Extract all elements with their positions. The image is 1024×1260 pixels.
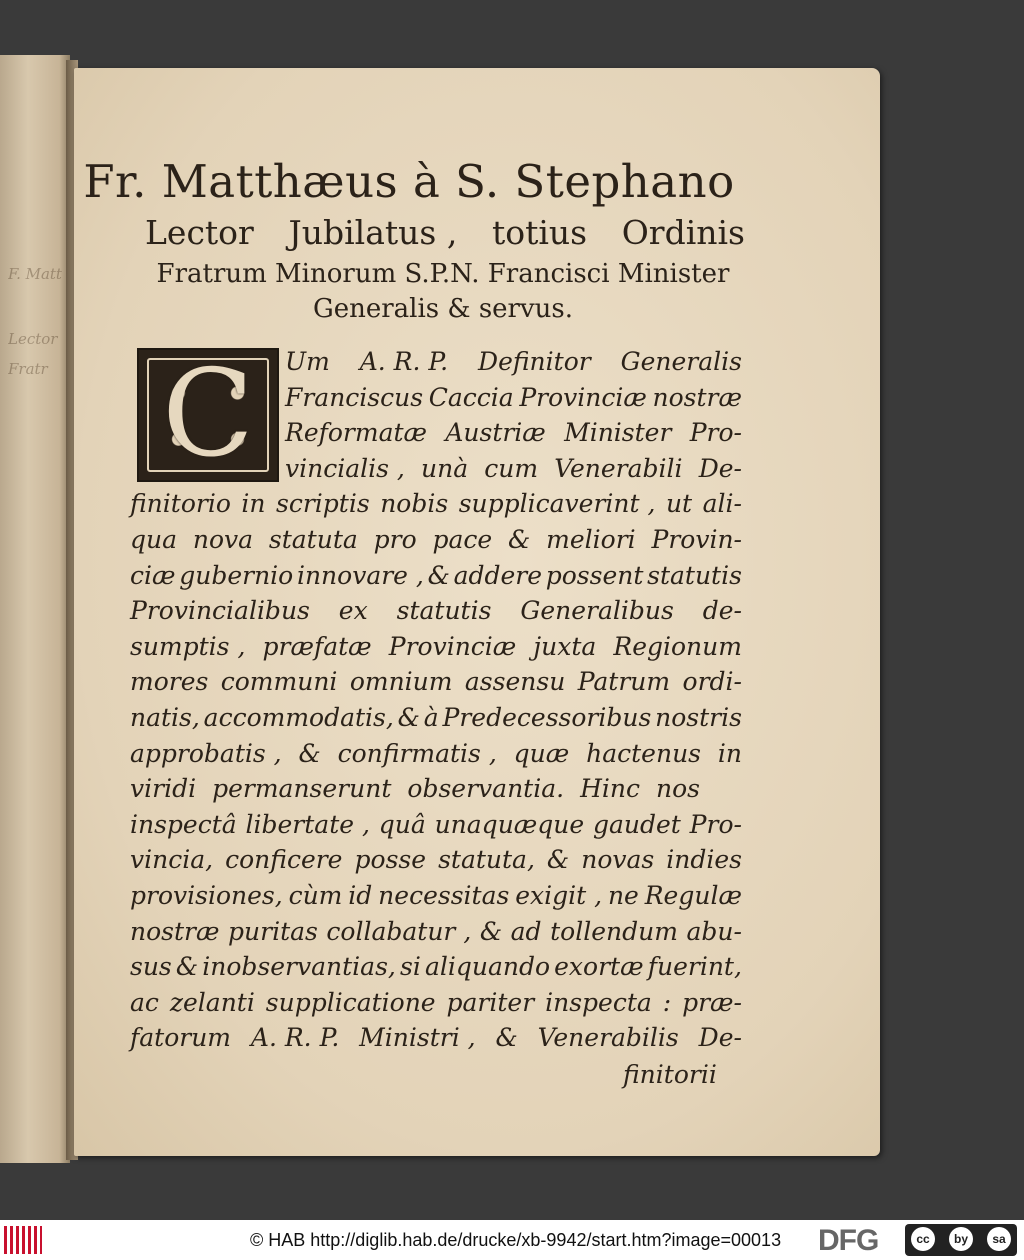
word: hactenus xyxy=(586,739,702,768)
word: ordi- xyxy=(682,667,742,696)
word: & xyxy=(175,952,199,981)
word: Franciscus xyxy=(285,383,424,412)
viewer-footer xyxy=(0,1220,1024,1260)
catchword: finitorii xyxy=(623,1060,717,1089)
word: Provincialibus xyxy=(130,596,310,625)
word: Austriæ xyxy=(445,418,546,447)
word: nos xyxy=(656,774,700,803)
sa-icon: sa xyxy=(987,1227,1011,1251)
word: supplicatione xyxy=(265,988,436,1017)
text-line xyxy=(130,810,742,839)
word: Caccia xyxy=(428,383,514,412)
word: inspectâ xyxy=(130,810,237,839)
cc-icon: cc xyxy=(911,1227,935,1251)
text-line xyxy=(130,703,742,732)
word: Definitor xyxy=(478,347,591,376)
text-line xyxy=(130,739,742,768)
word: collabatur , xyxy=(326,917,472,946)
word: : xyxy=(662,988,672,1017)
word: natis, xyxy=(130,703,200,732)
word: novas xyxy=(581,845,655,874)
word: Minister xyxy=(564,418,672,447)
heading-title-line: Lector Jubilatus , totius Ordinis xyxy=(145,213,745,252)
text-line xyxy=(130,561,742,590)
word: nostræ xyxy=(652,383,742,412)
by-icon: by xyxy=(949,1227,973,1251)
word: Pro- xyxy=(689,418,742,447)
word: Ministri , xyxy=(359,1023,476,1052)
word: quâ xyxy=(378,810,426,839)
heading-office-line: Generalis & servus. xyxy=(312,294,574,324)
text-line xyxy=(130,596,742,625)
word: statutis xyxy=(647,561,742,590)
word: Venerabilis xyxy=(537,1023,679,1052)
word: cum xyxy=(484,454,539,483)
word: omnium xyxy=(349,667,453,696)
word: ad xyxy=(510,917,542,946)
word: tollendum xyxy=(550,917,678,946)
word: cùm xyxy=(288,881,343,910)
text-line xyxy=(285,383,742,412)
text-line xyxy=(130,952,742,981)
word: A. R. P. xyxy=(250,1023,340,1052)
text-line xyxy=(130,632,742,661)
word: Reformatæ xyxy=(285,418,428,447)
word: conficere xyxy=(225,845,343,874)
word: Generalis xyxy=(620,347,742,376)
word: confirmatis , xyxy=(337,739,497,768)
word: A. R. P. xyxy=(359,347,449,376)
word: Provin- xyxy=(651,525,742,554)
word: approbatis , xyxy=(130,739,282,768)
word: communi xyxy=(220,667,338,696)
word: supplicaverint , xyxy=(458,489,656,518)
word: ut xyxy=(665,489,693,518)
word: & xyxy=(546,845,570,874)
word: statutis xyxy=(396,596,492,625)
word: De- xyxy=(698,1023,742,1052)
word: præfatæ xyxy=(262,632,372,661)
word: nostris xyxy=(655,703,742,732)
bleed-text: Fratr xyxy=(8,360,48,378)
word: abu- xyxy=(686,917,742,946)
word: Generalibus xyxy=(520,596,674,625)
license-badge[interactable] xyxy=(905,1224,1017,1256)
word: sumptis , xyxy=(130,632,246,661)
word: addere xyxy=(453,561,543,590)
word: finitorio xyxy=(130,489,231,518)
text-line xyxy=(285,454,742,483)
word: Pro- xyxy=(689,810,742,839)
word: vincia, xyxy=(130,845,214,874)
word: Provinciæ xyxy=(388,632,517,661)
word: necessitas xyxy=(378,881,510,910)
text-line xyxy=(130,988,742,1017)
word: exigit , xyxy=(515,881,603,910)
text-line xyxy=(130,845,742,874)
word: gubernio xyxy=(179,561,294,590)
heading-name: Fr. Matthæus à S. Stephano xyxy=(83,155,735,208)
word: zelanti xyxy=(169,988,255,1017)
word: innovare , xyxy=(296,561,424,590)
word: & xyxy=(397,703,420,732)
word: inspecta xyxy=(545,988,652,1017)
heading-order-line: Fratrum Minorum S.P.N. Francisci Minister xyxy=(156,259,730,289)
word: provisiones, xyxy=(130,881,283,910)
word: in xyxy=(717,739,742,768)
word: & xyxy=(298,739,321,768)
text-line xyxy=(130,489,742,518)
word: Regionum xyxy=(613,632,742,661)
word: Patrum xyxy=(577,667,671,696)
word: & xyxy=(479,917,503,946)
text-line xyxy=(130,667,742,696)
word: Predecessoribus xyxy=(442,703,652,732)
word: Um xyxy=(285,347,330,376)
word: posse xyxy=(354,845,427,874)
word: inobservantias, xyxy=(202,952,396,981)
word: permanserunt xyxy=(212,774,392,803)
word: ne xyxy=(607,881,639,910)
dfg-logo[interactable]: DFG xyxy=(818,1224,879,1257)
word: statuta xyxy=(268,525,358,554)
word: Regulæ xyxy=(644,881,742,910)
word: libertate , xyxy=(245,810,370,839)
text-line xyxy=(130,881,742,910)
text-line xyxy=(285,418,742,447)
word: indies xyxy=(666,845,742,874)
word: fatorum xyxy=(130,1023,232,1052)
bleed-text: Lector xyxy=(8,330,58,348)
word: scriptis xyxy=(276,489,370,518)
text-line xyxy=(285,347,742,376)
word: pro xyxy=(373,525,417,554)
initial-letter: C xyxy=(162,345,254,484)
word: unà xyxy=(421,454,469,483)
word: & xyxy=(427,561,450,590)
word: in xyxy=(241,489,266,518)
text-line xyxy=(130,774,700,803)
word: pace xyxy=(432,525,493,554)
word: accommodatis, xyxy=(203,703,394,732)
word: viridi xyxy=(130,774,197,803)
word: Provinciæ xyxy=(519,383,647,412)
text-line xyxy=(130,525,742,554)
word: Hinc xyxy=(580,774,640,803)
hab-logo-icon[interactable] xyxy=(4,1226,42,1254)
source-credit-link[interactable]: © HAB http://diglib.hab.de/drucke/xb-9942/start.htm?image=00013 xyxy=(250,1230,782,1250)
word: meliori xyxy=(546,525,636,554)
word: puritas xyxy=(228,917,318,946)
word: nostræ xyxy=(130,917,220,946)
word: præ- xyxy=(682,988,742,1017)
bleed-text: F. Matt xyxy=(8,265,62,283)
facing-page-edge xyxy=(0,55,70,1163)
word: sus xyxy=(130,952,172,981)
decorated-initial xyxy=(137,345,279,484)
word: ciæ xyxy=(130,561,176,590)
word: mores xyxy=(130,667,209,696)
text-line xyxy=(130,1023,742,1052)
word: ex xyxy=(338,596,368,625)
word: ac xyxy=(130,988,159,1017)
word: quæ xyxy=(513,739,570,768)
word: exortæ xyxy=(554,952,644,981)
word: & xyxy=(508,525,531,554)
word: De- xyxy=(698,454,742,483)
word: assensu xyxy=(464,667,566,696)
word: nova xyxy=(192,525,254,554)
word: possent xyxy=(545,561,644,590)
word: id xyxy=(348,881,373,910)
word: statuta, xyxy=(438,845,535,874)
word: qua xyxy=(130,525,178,554)
word: observantia. xyxy=(407,774,565,803)
word: si xyxy=(400,952,421,981)
word: & xyxy=(495,1023,518,1052)
word: pariter xyxy=(446,988,535,1017)
word: Venerabili xyxy=(554,454,683,483)
word: nobis xyxy=(380,489,449,518)
word: à xyxy=(423,703,439,732)
word: de- xyxy=(702,596,742,625)
word: juxta xyxy=(533,632,597,661)
word: aliquando xyxy=(424,952,551,981)
word: gaudet xyxy=(593,810,681,839)
word: unaquæque xyxy=(434,810,585,839)
word: fuerint, xyxy=(647,952,742,981)
text-line xyxy=(130,917,742,946)
word: vincialis , xyxy=(285,454,405,483)
word: ali- xyxy=(702,489,742,518)
